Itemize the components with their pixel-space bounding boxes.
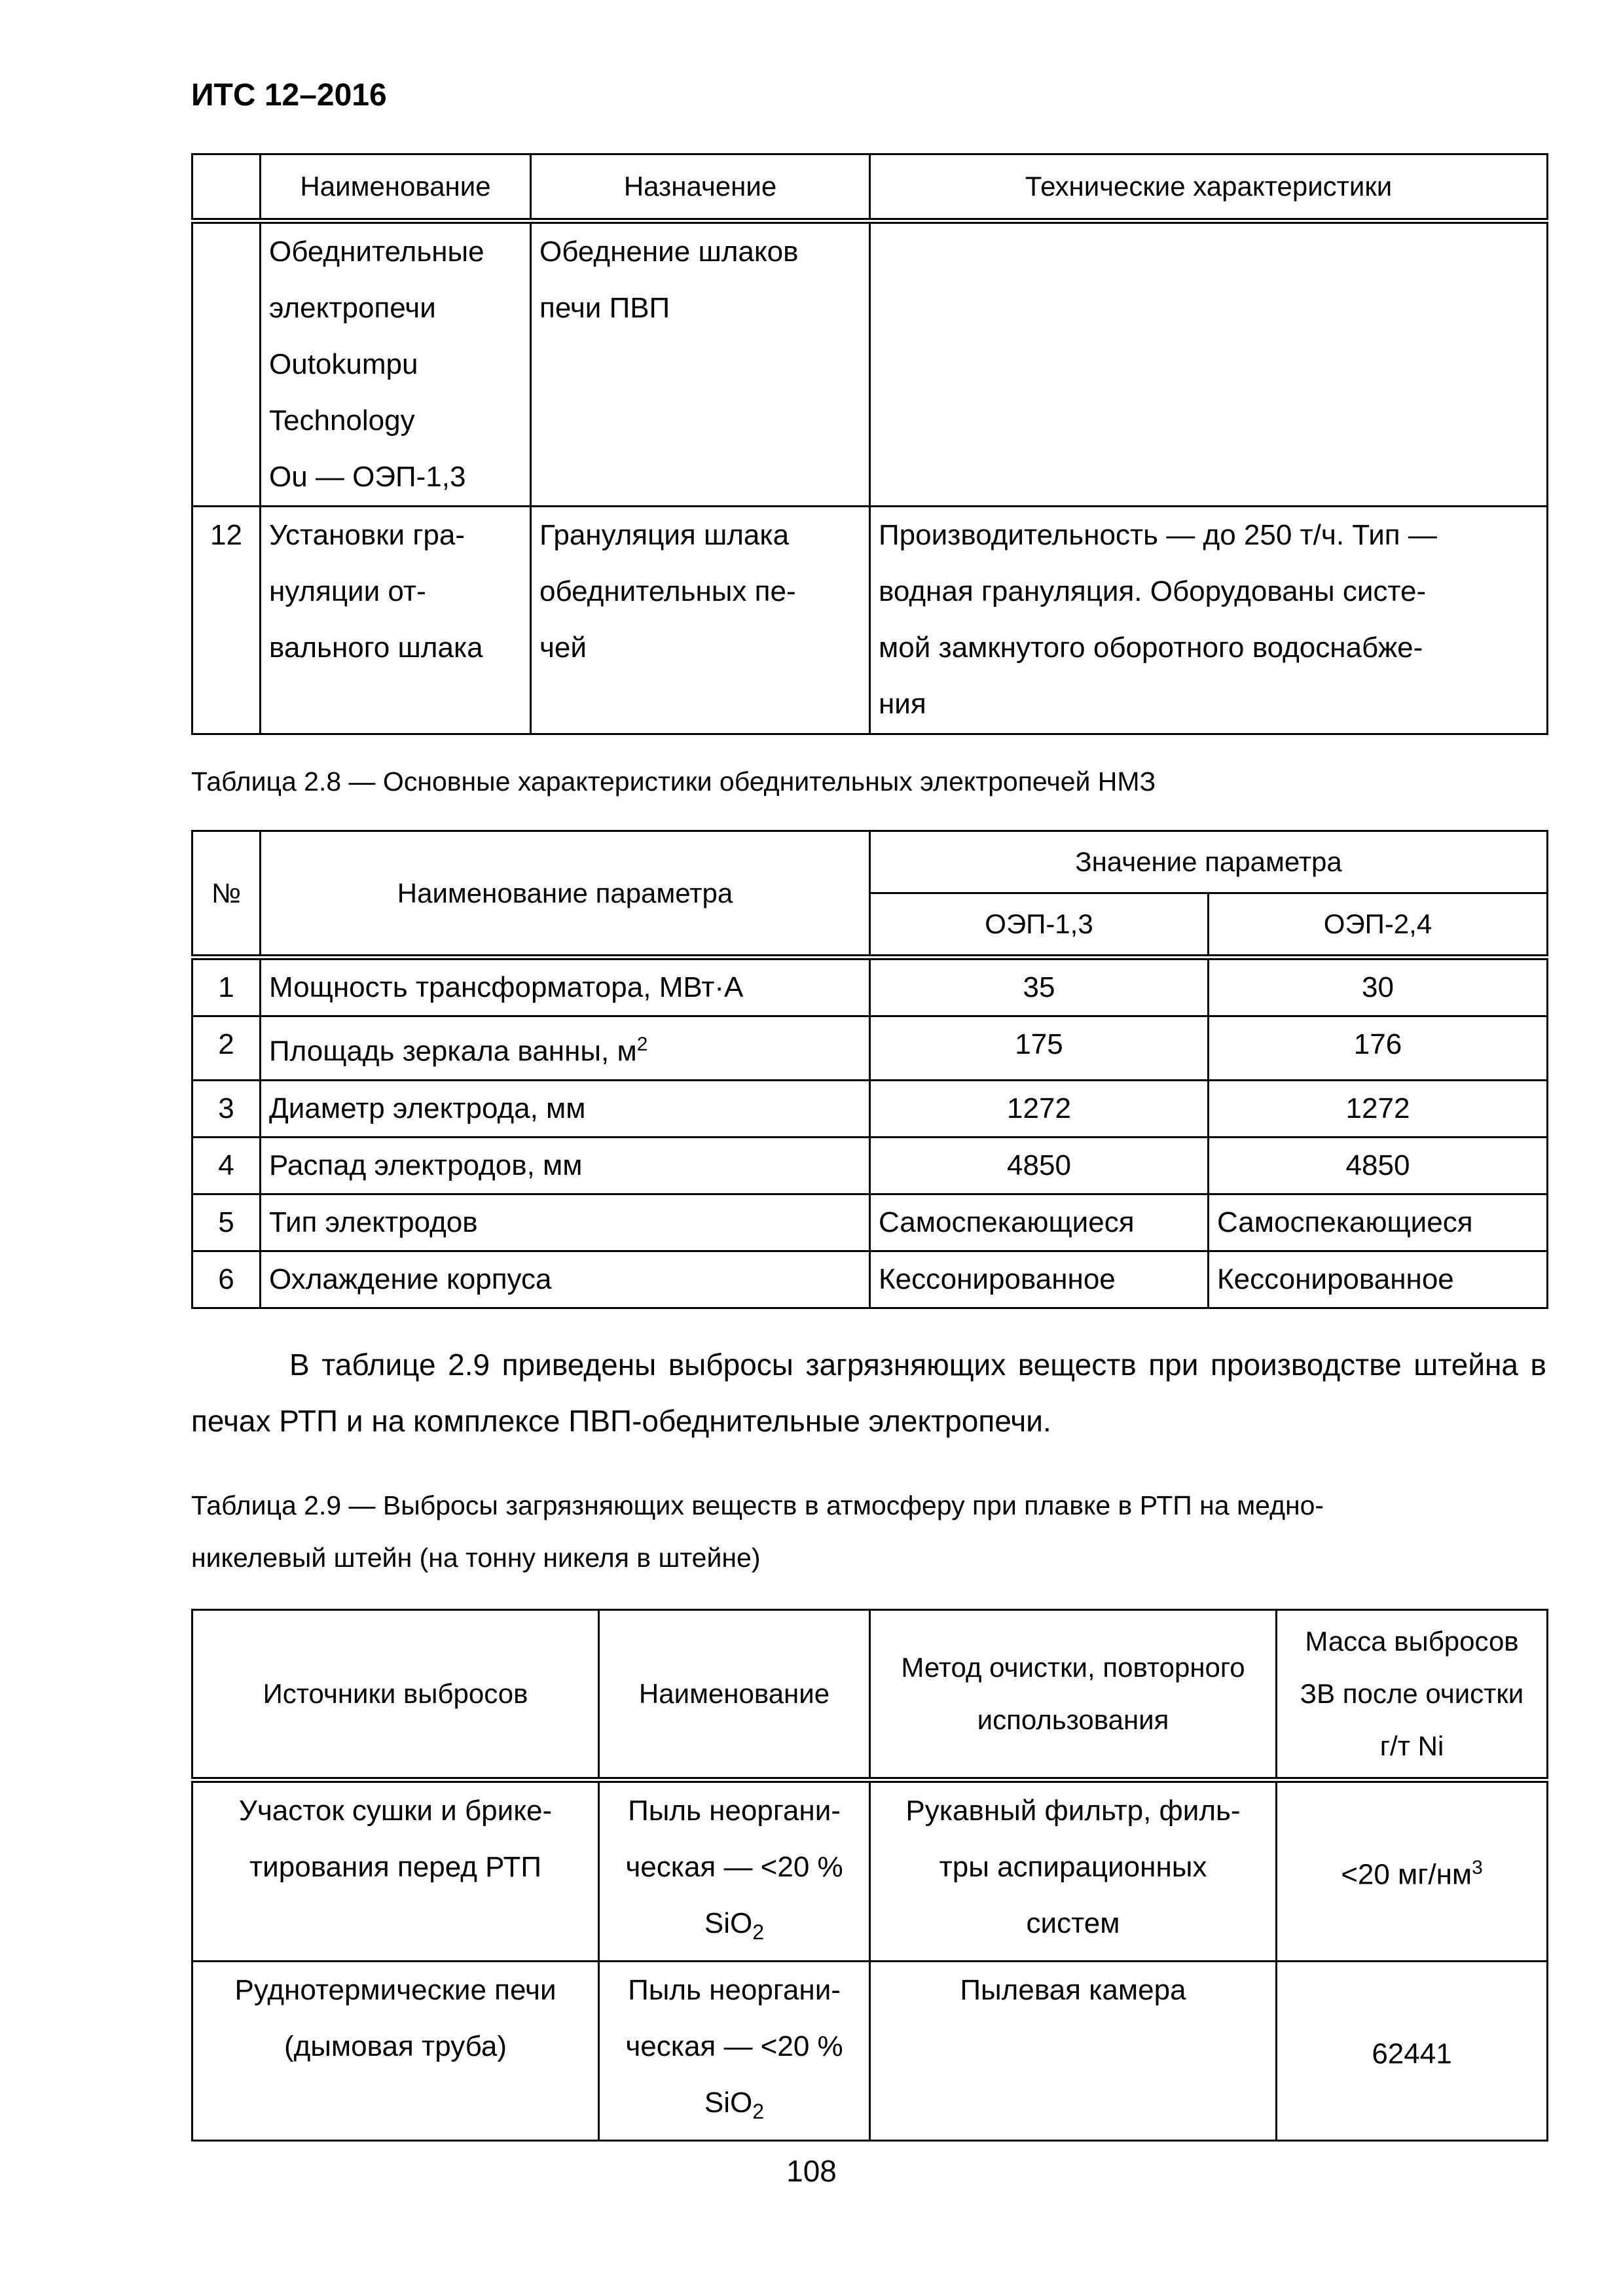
- table-2-9: [191, 1609, 1548, 2142]
- header-cell-mass: [1277, 1610, 1548, 1780]
- header-cell-tech: Технические характеристики: [870, 154, 1548, 221]
- header-cell-param: Наименование параметра: [261, 831, 870, 958]
- row-name-line: электропечи: [269, 292, 436, 324]
- row-value-1: 175: [870, 1016, 1209, 1081]
- formula-subscript: 2: [752, 2099, 765, 2123]
- row-name: [261, 221, 531, 507]
- table-row: [192, 958, 1548, 1016]
- formula-text: SiO: [704, 2086, 753, 2119]
- row-name-line: Ou — ОЭП-1,3: [269, 461, 466, 493]
- row-source-line: (дымовая труба): [283, 2030, 507, 2062]
- row-param-text: Площадь зеркала ванны, м: [269, 1035, 637, 1067]
- formula-text: SiO: [704, 1907, 753, 1939]
- row-name-line: Обеднительные: [269, 236, 484, 268]
- row-purpose-line: обеднительных пе-: [539, 575, 796, 607]
- row-num: 1: [192, 958, 261, 1016]
- header-cell-name: Наименование: [599, 1610, 870, 1780]
- row-name-line: Установки гра-: [269, 519, 465, 551]
- row-substance-line: ческая — <20 %: [625, 1851, 843, 1883]
- row-param-superscript: 2: [636, 1033, 648, 1055]
- row-mass: [1277, 1780, 1548, 1962]
- row-purpose-line: чей: [539, 632, 587, 664]
- row-method-line: систем: [1026, 1907, 1120, 1939]
- page-number: 108: [786, 2154, 837, 2188]
- table-row: [192, 1080, 1548, 1137]
- row-source-line: Руднотермические печи: [234, 1973, 556, 2006]
- header-cell-num: №: [192, 831, 261, 958]
- row-param: [261, 1016, 870, 1081]
- row-value-2: Самоспекающиеся: [1209, 1194, 1548, 1251]
- row-value-1: Кессонированное: [870, 1251, 1209, 1308]
- row-source: [192, 1961, 599, 2140]
- row-source-line: тирования перед РТП: [249, 1851, 541, 1883]
- row-num: 3: [192, 1080, 261, 1137]
- caption-line: Таблица 2.9 — Выбросы загрязняющих веществ в атмосферу при плавке в РТП на медно-: [191, 1490, 1324, 1520]
- row-num: 6: [192, 1251, 261, 1308]
- equipment-table-continued: [191, 153, 1548, 735]
- row-method-line: Рукавный фильтр, филь-: [905, 1795, 1241, 1827]
- row-value-1: Самоспекающиеся: [870, 1194, 1209, 1251]
- row-name-line: вального шлака: [269, 632, 483, 664]
- table-header-row: [192, 154, 1548, 221]
- row-method-line: Пылевая камера: [960, 1973, 1186, 2006]
- table-2-8: [191, 830, 1548, 1309]
- caption-line: никелевый штейн (на тонну никеля в штейне): [191, 1543, 761, 1573]
- row-purpose: [531, 507, 870, 734]
- table-row: [192, 221, 1548, 507]
- row-value-1: 4850: [870, 1137, 1209, 1194]
- row-tech: [870, 507, 1548, 734]
- row-mass: [1277, 1961, 1548, 2140]
- header-mass-line: ЗВ после очистки: [1300, 1678, 1524, 1709]
- row-substance-formula: [608, 1895, 861, 1960]
- row-name-line: нуляции от-: [269, 575, 426, 607]
- row-tech: [870, 221, 1548, 507]
- header-cell-method: [870, 1610, 1277, 1780]
- row-substance: [599, 1780, 870, 1962]
- row-substance-line: ческая — <20 %: [625, 2030, 843, 2062]
- table-row: [192, 1251, 1548, 1308]
- table-row: [192, 1137, 1548, 1194]
- row-name: [261, 507, 531, 734]
- formula-subscript: 2: [752, 1920, 765, 1944]
- row-param: Тип электродов: [261, 1194, 870, 1251]
- row-purpose: [531, 221, 870, 507]
- row-method: [870, 1961, 1277, 2140]
- table-row: [192, 1961, 1548, 2140]
- row-substance-line: Пыль неоргани-: [628, 1795, 841, 1827]
- row-num: 5: [192, 1194, 261, 1251]
- row-substance-line: Пыль неоргани-: [628, 1973, 841, 2006]
- row-num: [192, 221, 261, 507]
- header-cell-purpose: Назначение: [531, 154, 870, 221]
- row-param: Распад электродов, мм: [261, 1137, 870, 1194]
- row-tech-line: Производительность — до 250 т/ч. Тип —: [879, 519, 1437, 551]
- table-header-row: [192, 831, 1548, 893]
- row-method: [870, 1780, 1277, 1962]
- row-name-line: Outokumpu: [269, 348, 418, 380]
- header-method-line: использования: [977, 1704, 1169, 1735]
- table-row: [192, 1016, 1548, 1081]
- row-source: [192, 1780, 599, 1962]
- table-2-9-caption: [191, 1479, 1566, 1584]
- row-substance: [599, 1961, 870, 2140]
- header-cell-num: [192, 154, 261, 221]
- row-num: 12: [192, 507, 261, 734]
- body-paragraph: В таблице 2.9 приведены выбросы загрязняющих веществ при производстве штейна в печах РТП и на комплексе ПВП-обеднительные электропечи.: [191, 1348, 1546, 1438]
- row-mass-superscript: 3: [1472, 1857, 1483, 1879]
- row-param: Диаметр электрода, мм: [261, 1080, 870, 1137]
- row-mass-value: <20 мг/нм: [1341, 1858, 1472, 1891]
- row-substance-formula: [608, 2075, 861, 2140]
- table-row: [192, 1780, 1548, 1962]
- header-cell-oep-1-3: ОЭП-1,3: [870, 893, 1209, 958]
- row-value-2: 176: [1209, 1016, 1548, 1081]
- row-mass-value: 62441: [1372, 2037, 1452, 2070]
- row-tech-line: ния: [879, 688, 926, 720]
- row-tech-line: водная грануляция. Оборудованы систе-: [879, 575, 1427, 607]
- table-row: [192, 507, 1548, 734]
- header-cell-value-group: Значение параметра: [870, 831, 1548, 893]
- row-purpose-line: Грануляция шлака: [539, 519, 790, 551]
- row-purpose-line: Обеднение шлаков: [539, 236, 799, 268]
- row-value-2: 30: [1209, 958, 1548, 1016]
- table-row: [192, 1194, 1548, 1251]
- row-source-line: Участок сушки и брике-: [238, 1795, 553, 1827]
- row-param: Охлаждение корпуса: [261, 1251, 870, 1308]
- header-cell-oep-2-4: ОЭП-2,4: [1209, 893, 1548, 958]
- row-num: 4: [192, 1137, 261, 1194]
- table-header-row: [192, 1610, 1548, 1780]
- header-cell-name: Наименование: [261, 154, 531, 221]
- row-num: 2: [192, 1016, 261, 1081]
- row-value-2: Кессонированное: [1209, 1251, 1548, 1308]
- table-2-8-caption: Таблица 2.8 — Основные характеристики обеднительных электропечей НМЗ: [191, 766, 1156, 797]
- row-param: Мощность трансформатора, МВт·А: [261, 958, 870, 1016]
- row-value-1: 1272: [870, 1080, 1209, 1137]
- row-purpose-line: печи ПВП: [539, 292, 670, 324]
- header-mass-line: Масса выбросов: [1305, 1626, 1519, 1657]
- header-method-line: Метод очистки, повторного: [901, 1652, 1245, 1683]
- row-value-2: 1272: [1209, 1080, 1548, 1137]
- header-mass-line: г/т Ni: [1379, 1731, 1444, 1761]
- header-cell-source: Источники выбросов: [192, 1610, 599, 1780]
- row-value-2: 4850: [1209, 1137, 1548, 1194]
- row-method-line: тры аспирационных: [939, 1851, 1207, 1883]
- row-tech-line: мой замкнутого оборотного водоснабже-: [879, 632, 1423, 664]
- row-name-line: Technology: [269, 404, 415, 437]
- row-value-1: 35: [870, 958, 1209, 1016]
- document-code: ИТС 12–2016: [191, 78, 387, 113]
